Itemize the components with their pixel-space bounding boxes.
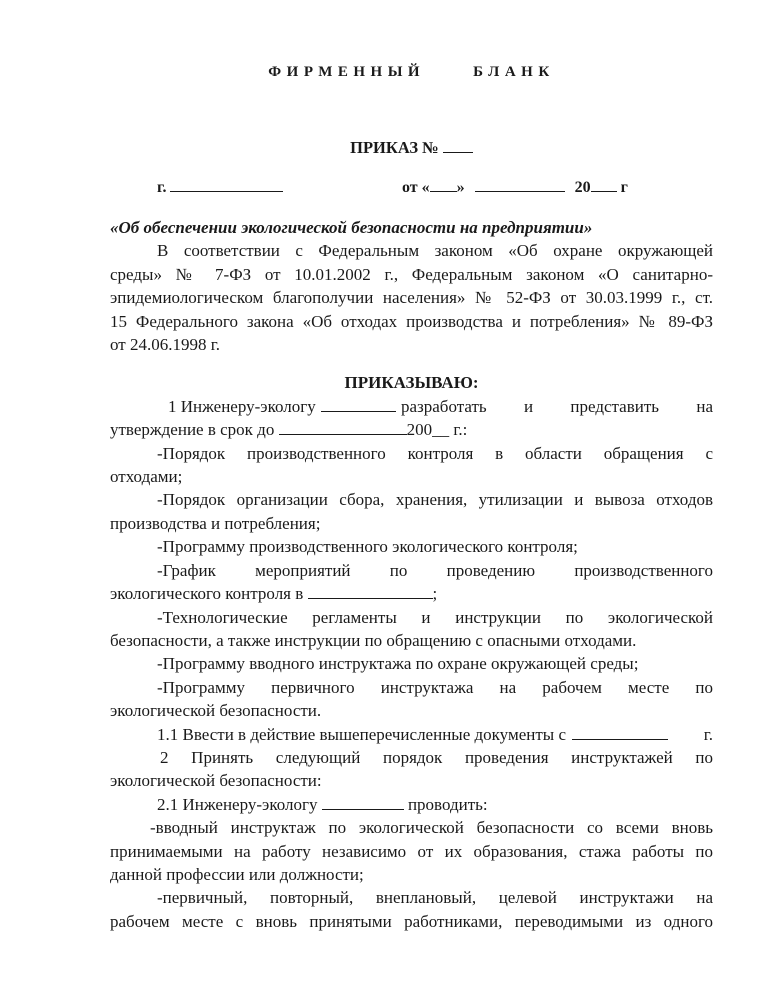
list-item-line: экологической безопасности. (110, 701, 322, 721)
list-item-line: -Программу первичного инструктажа на рабочем месте по (157, 677, 713, 697)
document-body (110, 216, 713, 933)
list-item-line: производства и потребления; (110, 513, 321, 533)
list-item-line: -Порядок производственного контроля в области обращения с (157, 443, 713, 463)
item-1-text-a: 1 Инженеру-экологу (168, 396, 316, 416)
engineer-name-blank[interactable] (321, 397, 396, 412)
date-mid: » (456, 179, 465, 196)
item-1-1-text: 1.1 Ввести в действие вышеперечисленные документы с (157, 724, 566, 744)
letterhead-title (110, 64, 713, 81)
day-blank[interactable] (430, 176, 457, 192)
item-2-1-text: 2.1 Инженеру-экологу (157, 794, 318, 814)
list-item-line: -Порядок организации сбора, хранения, утилизации и вывоза отходов (157, 490, 713, 510)
city-blank[interactable] (170, 176, 283, 192)
preamble-line: от 24.06.1998 г. (110, 335, 221, 355)
year-suffix: г (620, 179, 628, 196)
preamble (110, 239, 713, 356)
preamble-line: 15 Федерального закона «Об отходах производства и потребления» № 89-ФЗ (110, 311, 713, 331)
preamble-line: среды» № 7-ФЗ от 10.01.2002 г., Федеральным законом «О санитарно- (110, 264, 713, 284)
item-1-text-b: разработать и представить на (400, 396, 713, 416)
item-1 (110, 395, 713, 442)
list-item-line: -График мероприятий по проведению производственного (157, 560, 713, 580)
command-heading: ПРИКАЗЫВАЮ: (344, 373, 479, 393)
item-1-text-c: утверждение в срок до (110, 420, 275, 440)
item-1-deadline-line (110, 418, 713, 441)
briefing-line: данной профессии или должности; (110, 864, 364, 884)
engineer-name-blank-2[interactable] (322, 795, 404, 810)
item-1-line (110, 395, 713, 418)
list-item-line: -Программу вводного инструктажа по охране окружающей среды; (157, 654, 639, 674)
control-date-blank[interactable] (308, 584, 433, 599)
city-field (157, 176, 283, 197)
order-number-blank[interactable] (443, 137, 473, 153)
effective-date-blank[interactable] (572, 725, 668, 740)
briefing-line: рабочем месте с вновь принятыми работниками, переводимыми из одного (110, 911, 713, 931)
letterhead-word-company: ФИРМЕННЫЙ (268, 64, 426, 80)
date-prefix: от « (402, 179, 430, 196)
order-subject: «Об обеспечении экологической безопасности на предприятии» (110, 218, 593, 237)
deadline-blank[interactable] (279, 420, 407, 435)
list-item-line (110, 582, 713, 605)
list-item-suffix: ; (432, 584, 438, 604)
briefing-line: принимаемыми на работу независимо от их образования, стажа работы по (110, 841, 713, 861)
briefing-line: -вводный инструктаж по экологической безопасности со всеми вновь (150, 818, 713, 838)
item-1-list (110, 442, 713, 723)
preamble-line: эпидемиологическом благополучии населения» № 52-ФЗ от 30.03.1999 г., ст. (110, 288, 713, 308)
item-2-line: экологической безопасности: (110, 771, 322, 791)
list-item-line: отходами; (110, 467, 183, 487)
order-title-label: ПРИКАЗ № (350, 138, 439, 157)
list-item-line: безопасности, а также инструкции по обращению с опасными отходами. (110, 630, 637, 650)
item-2 (110, 746, 713, 793)
list-item-line: -Технологические регламенты и инструкции по экологической (157, 607, 713, 627)
item-1-text-d: 200__ г.: (406, 420, 468, 440)
briefing-line: -первичный, повторный, внеплановый, целевой инструктажи на (157, 888, 713, 908)
preamble-line: В соответствии с Федеральным законом «Об охране окружающей (157, 241, 713, 261)
year-blank[interactable] (591, 176, 617, 192)
item-1-1 (110, 723, 713, 746)
item-2-1 (110, 793, 713, 816)
item-2-1-suffix: проводить: (407, 794, 488, 814)
item-2-line: 2 Принять следующий порядок проведения инструктажей по (160, 747, 713, 767)
briefing-intro (110, 816, 713, 886)
briefing-primary (110, 886, 713, 933)
month-blank[interactable] (475, 176, 565, 192)
city-label: г. (157, 179, 167, 196)
letterhead-word-form: БЛАНК (473, 64, 555, 80)
date-field (402, 176, 628, 197)
year-prefix: 20 (574, 179, 591, 196)
item-1-1-suffix: г. (703, 724, 713, 744)
list-item-line: -Программу производственного экологического контроля; (157, 537, 578, 557)
list-item-text: экологического контроля в (110, 584, 304, 604)
order-title (110, 137, 713, 158)
